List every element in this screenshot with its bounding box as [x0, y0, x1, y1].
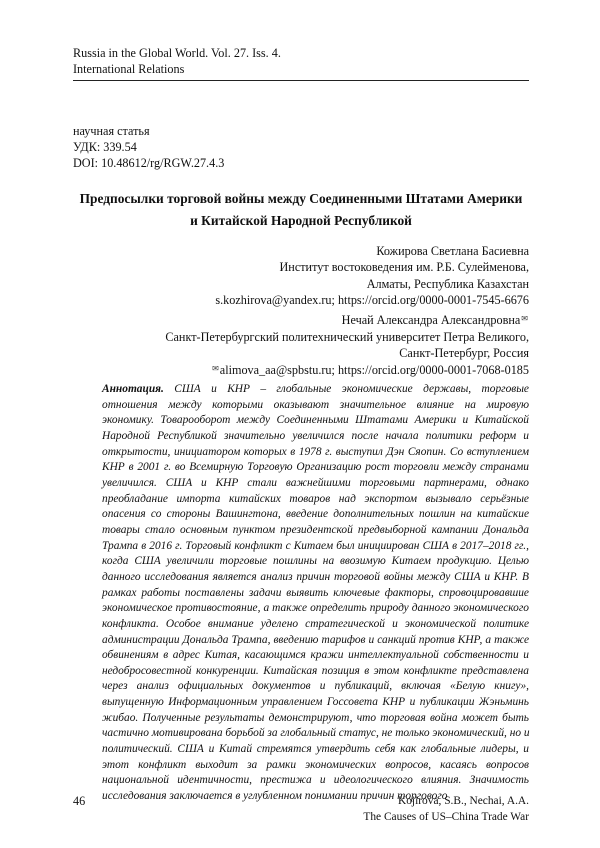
abstract-line: этот конфликт выходит за рамки экономических вопросов, касаясь вопросов — [102, 758, 529, 771]
abstract-line: частично мотивирована борьбой за глобальный статус, не только экономический, но и — [102, 727, 530, 740]
abstract-line: конфликта. Особое внимание уделено стратегической и экономической политике — [102, 617, 529, 630]
running-footer — [363, 794, 529, 825]
author-affiliation: Санкт-Петербургский политехнический университет Петра Великого, — [165, 329, 529, 344]
title-line-2: и Китайской Народной Республикой — [190, 213, 412, 228]
header-divider — [73, 80, 529, 81]
abstract-line: политический. США и Китай стремятся утвердить себя как глобальные лидеры, и — [102, 743, 529, 756]
abstract-line: экономику. Товарооборот между Соединенными Штатами Америки и Китайской — [102, 414, 529, 427]
envelope-icon: ✉ — [521, 314, 528, 324]
author-1 — [59, 243, 529, 309]
abstract-line: жибао. Полученные результаты демонстрируют, что торговая война может быть — [102, 711, 529, 724]
journal-line: Russia in the Global World. Vol. 27. Iss. 4. — [73, 46, 281, 60]
abstract-line: данного исследования является анализ причин торговой войны между США и КНР. В — [102, 570, 529, 583]
abstract-line: недобросовестной конкуренции. Китайская позиция в этом конфликте представлена — [102, 664, 529, 677]
footer-title: The Causes of US–China Trade War — [363, 810, 529, 823]
abstract-line: администрации Дональда Трампа, введению тарифов и санкций против КНР, а также — [102, 633, 529, 646]
abstract-line: товары стало основным пунктом президентской предвыборной кампании Дональда — [102, 523, 529, 536]
author-2 — [59, 311, 529, 379]
abstract-line: рамках работы поставлены задачи выявить ключевые факторы, спровоцировавшие — [102, 586, 529, 599]
abstract-line: экономическое противостояние, а также определить природу данного экономического — [102, 602, 529, 615]
author-name-row — [59, 311, 529, 328]
abstract-line: обвинениям в адрес Китая, касающимся кражи интеллектуальной собственности и — [102, 649, 529, 662]
author-location: Алматы, Республика Казахстан — [366, 276, 529, 291]
author-contact-row — [59, 361, 529, 378]
page-number: 46 — [73, 794, 86, 808]
envelope-icon: ✉ — [212, 364, 219, 374]
running-header — [73, 45, 281, 77]
footer-authors: Kojirova, S.B., Nechai, A.A. — [398, 795, 529, 807]
abstract — [102, 382, 529, 805]
author-list — [59, 243, 529, 381]
article-title — [73, 188, 529, 232]
abstract-line: открытости, инициатором которых в 1978 г. выступил Дэн Сяопин. Со вступлением — [102, 445, 529, 458]
author-affiliation: Институт востоковедения им. Р.Б. Сулейменова, — [279, 260, 529, 275]
abstract-line: отношения между которыми оказывают значительное влияние на мировую — [102, 398, 529, 411]
udk-code: УДК: 339.54 — [73, 140, 137, 154]
abstract-line: через анализ официальных документов и публикаций, включая «Белую книгу», — [102, 680, 529, 693]
abstract-lead: Аннотация. — [102, 383, 164, 395]
abstract-line: преобладание импорта китайских товаров над экспортом вызывало серьёзные — [102, 492, 529, 505]
abstract-line: исследования заключается в углубленном понимании причин торгового — [102, 790, 448, 803]
section-line: International Relations — [73, 62, 185, 76]
article-type: научная статья — [73, 124, 150, 138]
author-location: Санкт-Петербург, Россия — [399, 345, 529, 360]
article-meta — [73, 123, 224, 171]
author-name: Кожирова Светлана Басиевна — [376, 244, 529, 258]
abstract-line: национальной идентичности, престижа и идеологического влияния. Значимость — [102, 774, 529, 787]
abstract-line: выпущенную Информационным управлением Госсовета КНР и публикации Жэньминь — [102, 696, 529, 709]
abstract-line: КНР в 2001 г. во Всемирную Торговую Организацию рост торговли между странами — [102, 461, 529, 474]
title-line-1: Предпосылки торговой войны между Соединенными Штатами Америки — [79, 191, 523, 206]
abstract-line: увеличился. США и КНР стали важнейшими торговыми партнерами, однако — [102, 476, 529, 489]
abstract-line: когда США увеличили торговые пошлины на ввозимую Китаем продукцию. Целью — [102, 555, 529, 568]
doi: DOI: 10.48612/rg/RGW.27.4.3 — [73, 156, 225, 170]
abstract-text: США и КНР – глобальные экономические державы, торговые — [163, 383, 529, 395]
author-name: Нечай Александра Александровна — [341, 313, 521, 328]
abstract-line — [102, 382, 529, 398]
abstract-line: Трампа в 2016 г. Торговый конфликт с Китаем был инициирован США в 2017–2018 гг., — [102, 539, 529, 552]
author-contact: alimova_aa@spbstu.ru; https://orcid.org/0000-0001-7068-0185 — [219, 363, 529, 378]
author-contact: s.kozhirova@yandex.ru; https://orcid.org/0000-0001-7545-6676 — [215, 293, 529, 308]
abstract-line: опасения со стороны Вашингтона, введение дополнительных пошлин на китайские — [102, 508, 529, 521]
abstract-line: Народной Республикой значительно увеличился после начала политики реформ и — [102, 429, 529, 442]
